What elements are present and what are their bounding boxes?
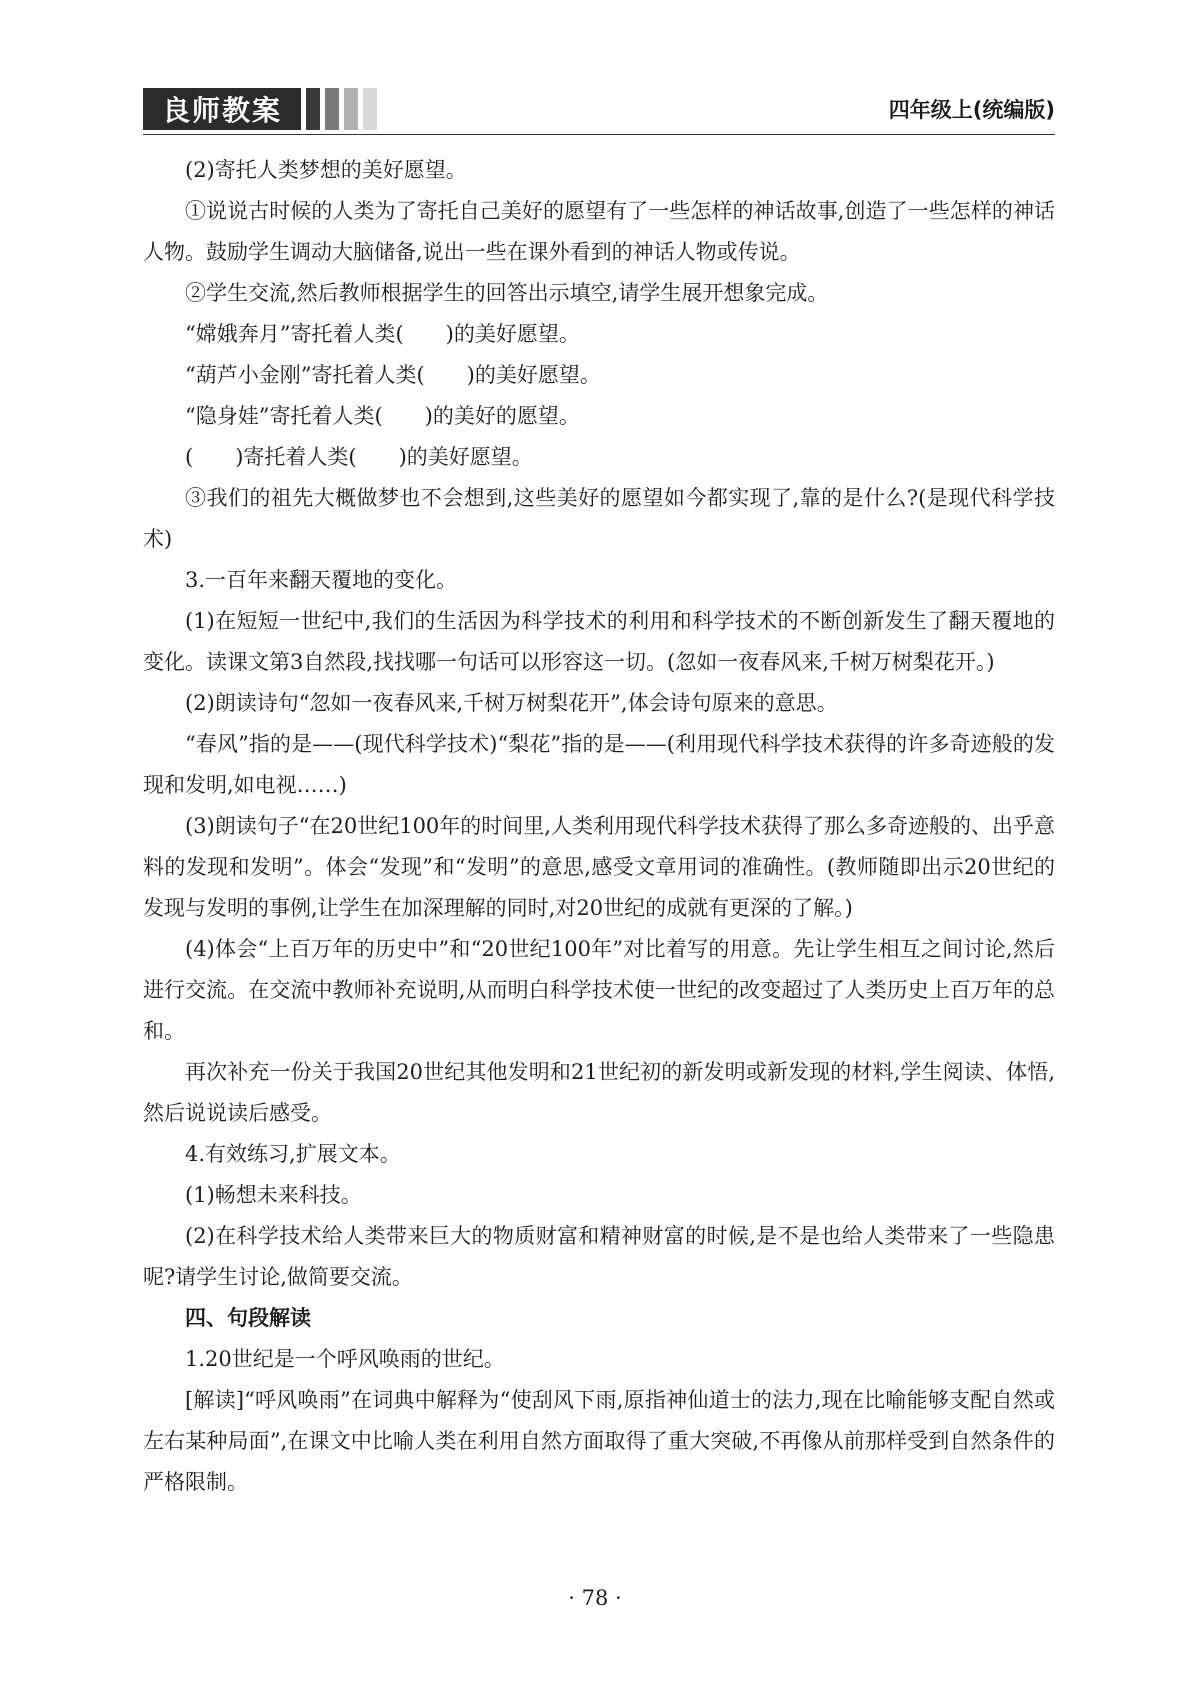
paragraph: (2)朗读诗句“忽如一夜春风来,千树万树梨花开”,体会诗句原来的意思。 bbox=[185, 691, 838, 715]
paragraph: [解读]“呼风唤雨”在词典中解释为“使刮风下雨,原指神仙道士的法力,现在比喻能够支配自然或左右某种局面”,在课文中比喻人类在利用自然方面取得了重大突破,不再像从前那样受到自然条件的严格限制。 bbox=[143, 1388, 1055, 1494]
paragraph: 4.有效练习,扩展文本。 bbox=[185, 1142, 401, 1166]
paragraph: (2)寄托人类梦想的美好愿望。 bbox=[185, 158, 467, 182]
paragraph: ( )寄托着人类( )的美好愿望。 bbox=[185, 445, 533, 469]
paragraph: (1)在短短一世纪中,我们的生活因为科学技术的利用和科学技术的不断创新发生了翻天覆地的变化。读课文第3自然段,找找哪一句话可以形容这一切。(忽如一夜春风来,千树万树梨花开。) bbox=[143, 609, 1055, 674]
decorative-bar bbox=[325, 88, 339, 130]
page-header bbox=[143, 88, 1055, 134]
decorative-bars bbox=[306, 88, 382, 130]
paragraph: (3)朗读句子“在20世纪100年的时间里,人类利用现代科学技术获得了那么多奇迹般的、出乎意料的发现和发明”。体会“发现”和“发明”的意思,感受文章用词的准确性。(教师随即出示20世纪的发现与发明的事例,让学生在加深理解的同时,对20世纪的成就有更深的了解。) bbox=[143, 814, 1055, 920]
paragraph: (4)体会“上百万年的历史中”和“20世纪100年”对比着写的用意。先让学生相互之间讨论,然后进行交流。在交流中教师补充说明,从而明白科学技术使一世纪的改变超过了人类历史上百万年的总和。 bbox=[143, 937, 1055, 1043]
paragraph: 再次补充一份关于我国20世纪其他发明和21世纪初的新发明或新发现的材料,学生阅读、体悟,然后说说读后感受。 bbox=[143, 1060, 1055, 1125]
paragraph: ③我们的祖先大概做梦也不会想到,这些美好的愿望如今都实现了,靠的是什么?(是现代科学技术) bbox=[143, 486, 1055, 551]
section-heading: 四、句段解读 bbox=[185, 1306, 311, 1330]
paragraph: “隐身娃”寄托着人类( )的美好的愿望。 bbox=[185, 404, 580, 428]
paragraph: “春风”指的是——(现代科学技术)“梨花”指的是——(利用现代科学技术获得的许多奇迹般的发现和发明,如电视……) bbox=[143, 732, 1055, 797]
paragraph: ①说说古时候的人类为了寄托自己美好的愿望有了一些怎样的神话故事,创造了一些怎样的神话人物。鼓励学生调动大脑储备,说出一些在课外看到的神话人物或传说。 bbox=[143, 199, 1055, 264]
lesson-body bbox=[143, 150, 1055, 1503]
decorative-bar bbox=[363, 88, 377, 130]
paragraph: “葫芦小金刚”寄托着人类( )的美好愿望。 bbox=[185, 363, 601, 387]
paragraph: “嫦娥奔月”寄托着人类( )的美好愿望。 bbox=[185, 322, 580, 346]
decorative-bar bbox=[344, 88, 358, 130]
header-divider bbox=[143, 134, 1055, 135]
page-number: · 78 · bbox=[568, 1586, 622, 1610]
paragraph: 3.一百年来翻天覆地的变化。 bbox=[185, 568, 458, 592]
paragraph: (2)在科学技术给人类带来巨大的物质财富和精神财富的时候,是不是也给人类带来了一些隐患呢?请学生讨论,做简要交流。 bbox=[143, 1224, 1055, 1289]
paragraph: ②学生交流,然后教师根据学生的回答出示填空,请学生展开想象完成。 bbox=[185, 281, 829, 305]
paragraph: (1)畅想未来科技。 bbox=[185, 1183, 362, 1207]
decorative-bar bbox=[306, 88, 320, 130]
series-logo: 良师教案 bbox=[143, 88, 301, 130]
grade-label: 四年级上(统编版) bbox=[888, 98, 1055, 122]
paragraph: 1.20世纪是一个呼风唤雨的世纪。 bbox=[185, 1347, 505, 1371]
